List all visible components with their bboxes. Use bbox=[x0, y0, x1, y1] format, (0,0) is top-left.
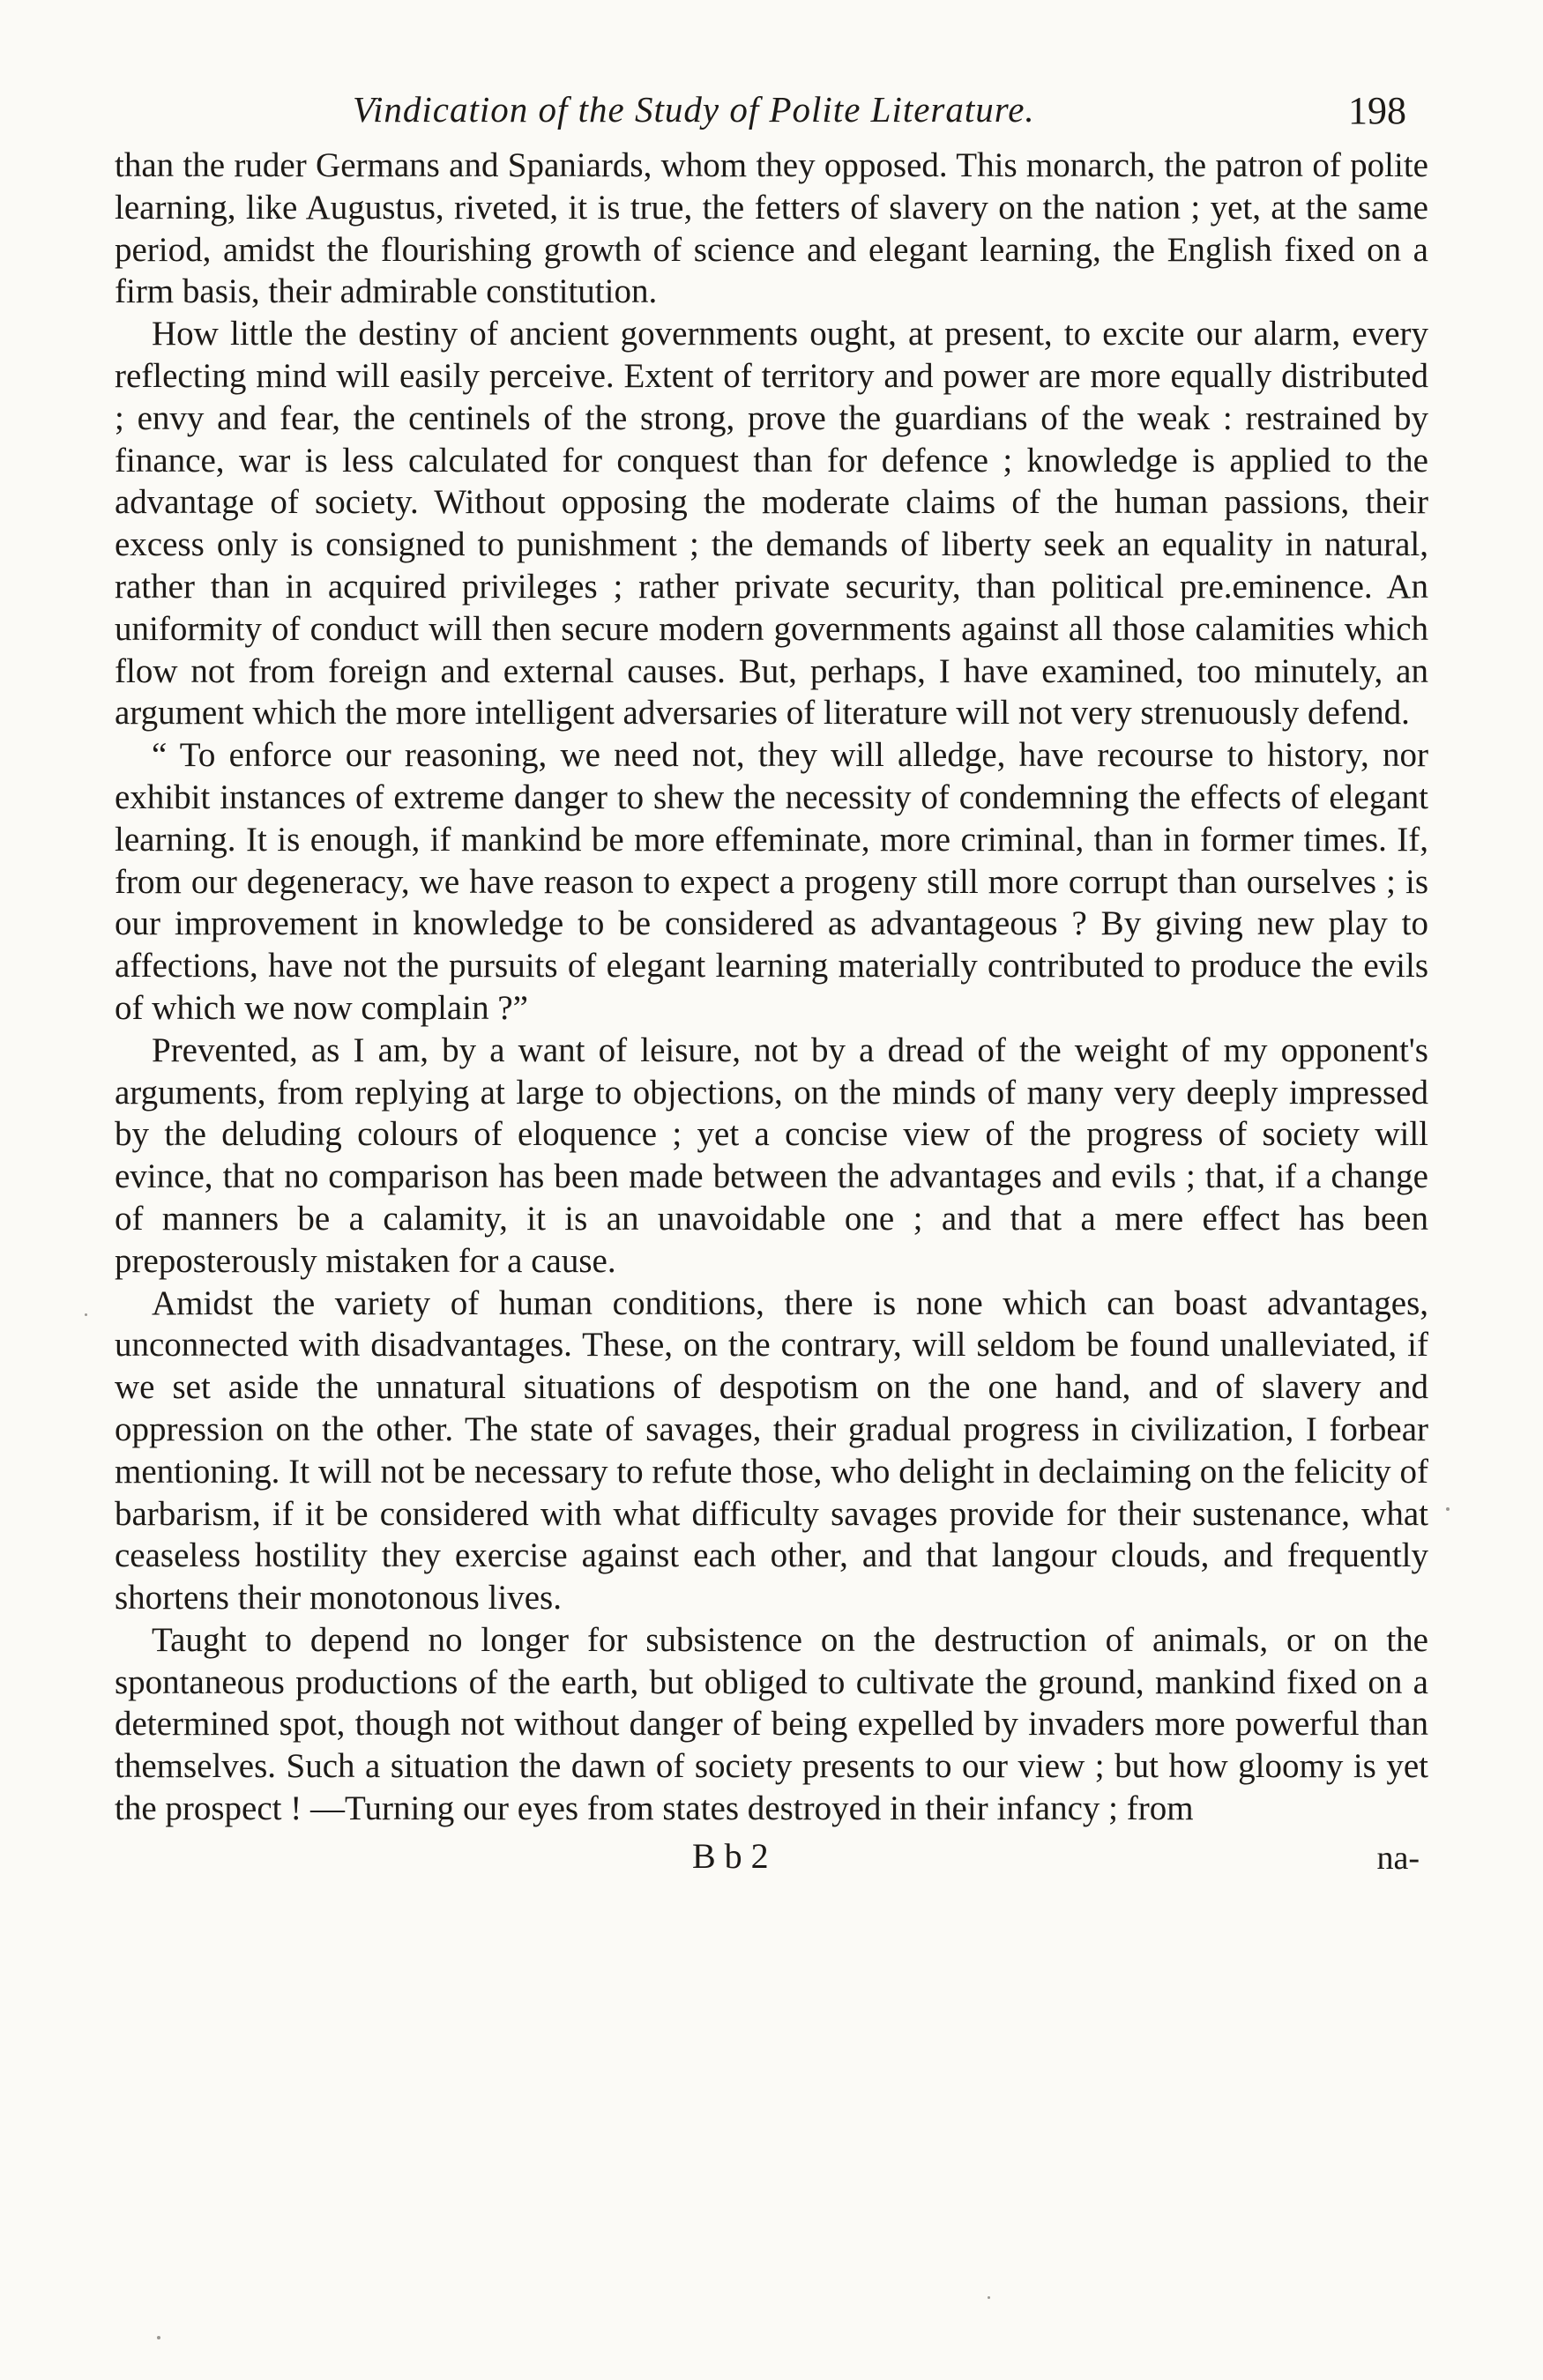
print-speck bbox=[1446, 1507, 1450, 1511]
running-head: Vindication of the Study of Polite Literature. bbox=[353, 89, 1035, 130]
paragraph: Prevented, as I am, by a want of leisure, not by a dread of the weight of my opponent's arguments, from replying at large to objections, on the minds of many very deeply impressed by the deluding colours of eloquence ; yet a concise view of the progress of society will evince, that no comparison has been made between the advantages and evils ; that, if a change of manners be a calamity, it is an unavoidable one ; and that a mere effect has been preposterously mistaken for a cause. bbox=[115, 1030, 1428, 1280]
page-header bbox=[115, 81, 1428, 145]
paragraph: “ To enforce our reasoning, we need not, they will alledge, have recourse to history, nor exhibit instances of extreme danger to shew the necessity of condemning the effects of elegant learning. It is enough, if mankind be more effeminate, more criminal, than in former times. If, from our degeneracy, we have reason to expect a progeny still more corrupt than ourselves ; is our improvement in knowledge to be considered as advantageous ? By giving new play to affections, have not the pursuits of elegant learning materially contributed to produce the evils of which we now complain ?” bbox=[115, 736, 1428, 1027]
body-text bbox=[115, 145, 1428, 1830]
paragraph: than the ruder Germans and Spaniards, whom they opposed. This monarch, the patron of polite learning, like Augustus, riveted, it is true, the fetters of slavery on the nation ; yet, at the same period, amidst the flourishing growth of science and elegant learning, the English fixed on a firm basis, their admirable constitution. bbox=[115, 146, 1428, 311]
paragraph: Taught to depend no longer for subsistence on the destruction of animals, or on the spontaneous productions of the earth, but obliged to cultivate the ground, mankind fixed on a determined spot, though not without danger of being expelled by invaders more powerful than themselves. Such a situation the dawn of society presents to our view ; but how gloomy is yet the prospect ! —Turning our eyes from states destroyed in their infancy ; from bbox=[115, 1620, 1428, 1828]
signature-mark: B b 2 bbox=[692, 1835, 769, 1876]
paragraph: Amidst the variety of human conditions, there is none which can boast advantages, unconnected with disadvantages. These, on the contrary, will seldom be found unalleviated, if we set aside the unnatural situations of despotism on the one hand, and of slavery and oppression on the other. The state of savages, their gradual progress in civilization, I forbear mentioning. It will not be necessary to refute those, who delight in declaiming on the felicity of barbarism, if it be considered with what difficulty savages provide for their sustenance, what ceaseless hostility they exercise against each other, and that langour clouds, and frequently shortens their monotonous lives. bbox=[115, 1283, 1428, 1618]
catchword: na- bbox=[1376, 1839, 1420, 1877]
page-footer bbox=[115, 1835, 1428, 1888]
paragraph: How little the destiny of ancient governments ought, at present, to excite our alarm, every reflecting mind will easily perceive. Extent of territory and power are more equally distributed ; envy and fear, the centinels of the strong, prove the guardians of the weak : restrained by finance, war is less calculated for conquest than for defence ; knowledge is applied to the advantage of society. Without opposing the moderate claims of the human passions, their excess only is consigned to punishment ; the demands of liberty seek an equality in natural, rather than in acquired privileges ; rather private security, than political pre.eminence. An uniformity of conduct will then secure modern governments against all those calamities which flow not from foreign and external causes. But, perhaps, I have examined, too minutely, an argument which the more intelligent adversaries of literature will not very strenuously defend. bbox=[115, 315, 1428, 733]
print-speck bbox=[988, 2296, 990, 2299]
print-speck bbox=[85, 1313, 87, 1316]
book-page bbox=[115, 81, 1428, 1888]
page-number: 198 bbox=[1348, 89, 1406, 132]
print-speck bbox=[157, 2336, 160, 2339]
